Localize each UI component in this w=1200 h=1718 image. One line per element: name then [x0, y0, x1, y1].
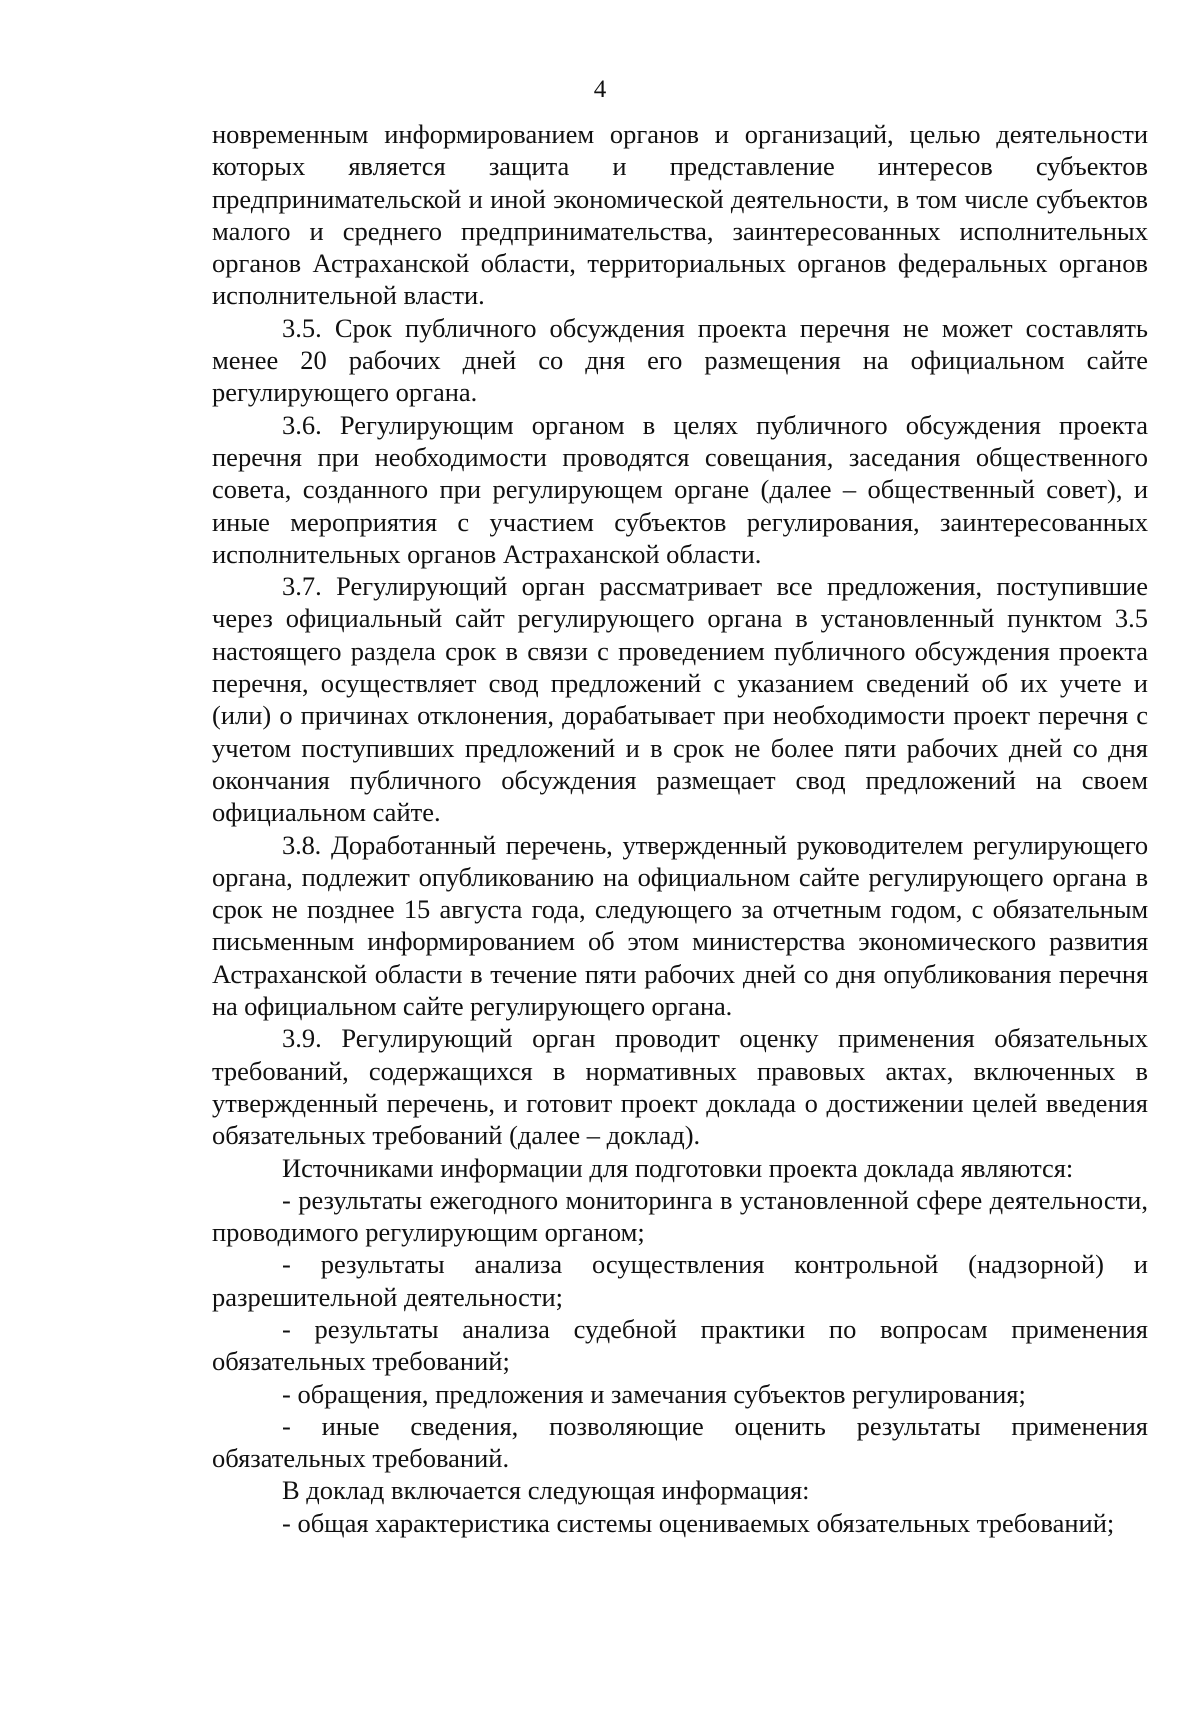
list-item-appeals: - обращения, предложения и замечания субъектов регулирования;: [282, 1378, 1026, 1409]
paragraph-3-7: 3.7. Регулирующий орган рассматривает все предложения, поступившие через официальный сайт регулирующего органа в установленный пунктом 3.5 настоящего раздела срок в связи с проведением публичного обсуждения проекта перечня, осуществляет свод предложений с указанием сведений об их учете и (или) о причинах отклонения, дорабатывает при необходимости проект перечня с учетом поступивших предложений и в срок не более пяти рабочих дней со дня окончания публичного обсуждения размещает свод предложений на своем официальном сайте.: [212, 571, 1148, 828]
paragraph-3-5: 3.5. Срок публичного обсуждения проекта перечня не может составлять менее 20 рабочих дней со дня его размещения на официальном сайте регулирующего органа.: [212, 312, 1148, 408]
document-body: [212, 118, 1148, 1539]
paragraph-continuation: новременным информированием органов и организаций, целью деятельности которых является защита и представление интересов субъектов предпринимательской и иной экономической деятельности, в том числе субъектов малого и среднего предпринимательства, заинтересованных исполнительных органов Астраханской области, территориальных органов федеральных органов исполнительной власти.: [212, 119, 1148, 311]
paragraph-sources-intro: Источниками информации для подготовки проекта доклада являются:: [282, 1152, 1074, 1183]
list-item-monitoring: - результаты ежегодного мониторинга в установленной сфере деятельности, проводимого регулирующим органом;: [212, 1184, 1148, 1248]
paragraph-report-contents-intro: В доклад включается следующая информация:: [282, 1475, 810, 1506]
list-item-court-practice: - результаты анализа судебной практики по вопросам применения обязательных требований;: [212, 1313, 1148, 1377]
paragraph-3-8: 3.8. Доработанный перечень, утвержденный руководителем регулирующего органа, подлежит опубликованию на официальном сайте регулирующего органа в срок не позднее 15 августа года, следующего за отчетным годом, с обязательным письменным информированием об этом министерства экономического развития Астраханской области в течение пяти рабочих дней со дня опубликования перечня на официальном сайте регулирующего органа.: [212, 829, 1148, 1022]
list-item-general-characteristics: - общая характеристика системы оцениваемых обязательных требований;: [282, 1507, 1115, 1538]
page-number: 4: [593, 76, 607, 103]
paragraph-3-6: 3.6. Регулирующим органом в целях публичного обсуждения проекта перечня при необходимости проводятся совещания, заседания общественного совета, созданного при регулирующем органе (далее – общественный совет), и иные мероприятия с участием субъектов регулирования, заинтересованных исполнительных органов Астраханской области.: [212, 409, 1148, 569]
list-item-control-analysis: - результаты анализа осуществления контрольной (надзорной) и разрешительной деятельности;: [212, 1249, 1148, 1312]
list-item-other-info: - иные сведения, позволяющие оценить результаты применения обязательных требований.: [212, 1410, 1148, 1474]
paragraph-3-9: 3.9. Регулирующий орган проводит оценку применения обязательных требований, содержащихся в нормативных правовых актах, включенных в утвержденный перечень, и готовит проект доклада о достижении целей введения обязательных требований (далее – доклад).: [212, 1023, 1148, 1151]
